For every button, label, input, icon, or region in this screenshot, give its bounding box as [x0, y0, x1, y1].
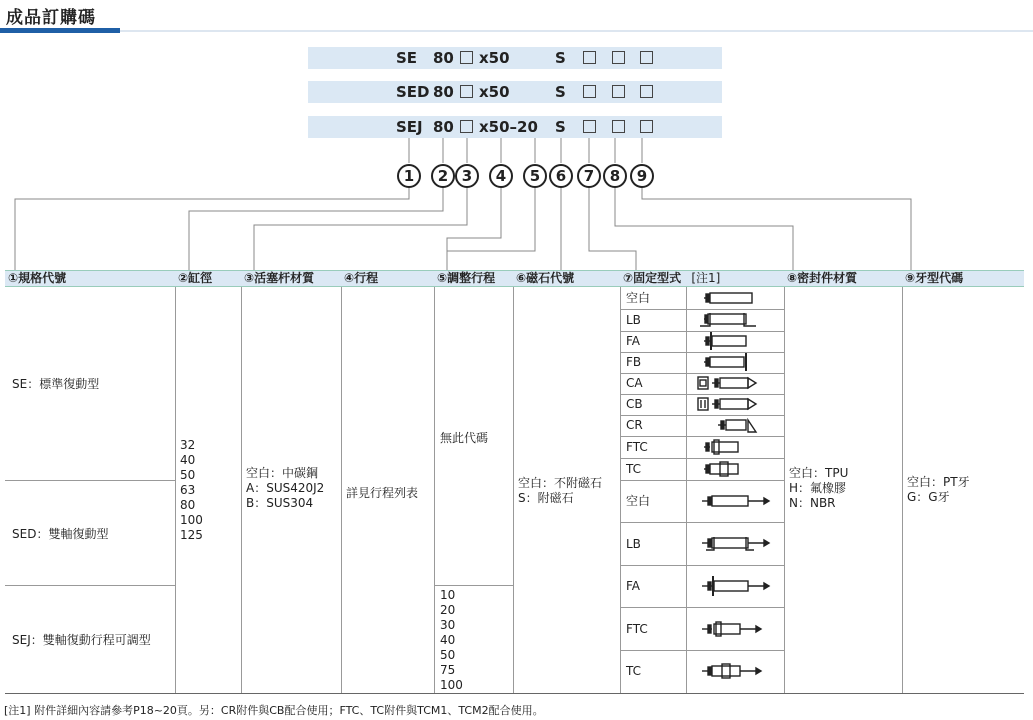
rod-material-list: 空白：中碳鋼 A：SUS420J2 B：SUS304: [246, 466, 325, 510]
front-trunnion-icon: [704, 440, 738, 454]
header-bore: ②缸徑: [175, 270, 241, 287]
header-adjust-stroke: ⑤調整行程: [434, 270, 513, 287]
seal-options: 空白：TPU H：氟橡膠 N：NBR: [789, 466, 849, 510]
code-magnet: S: [555, 118, 566, 136]
code-magnet: S: [555, 49, 566, 67]
col-divider: [784, 287, 785, 693]
mount-label: TC: [626, 462, 642, 476]
double-rod-foot-icon: [702, 537, 769, 550]
footnote: [注1] 附件詳細內容請參考P18~20頁。另：CR附件與CB配合使用；FTC、TC附件與TCM1、TCM2配合使用。: [4, 704, 544, 717]
header-rod-material: ③活塞杆材質: [241, 270, 341, 287]
magnet-options: 空白：不附磁石 S：附磁石: [518, 476, 603, 505]
code-stroke: x50: [479, 49, 510, 67]
series-sed: SED：雙軸復動型: [12, 527, 109, 541]
callout-2: 2: [431, 164, 455, 188]
mount-label: FB: [626, 355, 642, 369]
callout-4: 4: [489, 164, 513, 188]
page-title: 成品訂購碼: [6, 8, 96, 28]
col-divider: [175, 287, 176, 693]
code-stroke: x50: [479, 83, 510, 101]
code-bore: 80: [433, 49, 454, 67]
col-divider: [513, 287, 514, 693]
thread-options: 空白：PT牙 G：G牙: [907, 475, 970, 504]
mount-label: 空白: [626, 494, 651, 508]
mount-label: TC: [626, 664, 642, 678]
front-flange-icon: [704, 332, 746, 350]
row-divider: [434, 585, 513, 586]
mount-label: FTC: [626, 440, 648, 454]
center-trunnion-icon: [704, 462, 738, 476]
mount-label: LB: [626, 313, 641, 327]
code-bore: 80: [433, 118, 454, 136]
mount-icons: [686, 287, 784, 693]
adjust-values: 10 20 30 40 50 75 100: [440, 588, 463, 692]
row-divider: [5, 480, 175, 481]
code-stroke: x50–20: [479, 118, 538, 136]
callout-5: 5: [523, 164, 547, 188]
col-divider: [620, 287, 621, 693]
callout-1: 1: [397, 164, 421, 188]
clevis-bracket-icon: [718, 420, 756, 432]
code-series: SED: [396, 83, 430, 101]
header-mount-note: [注1]: [691, 271, 721, 285]
cylinder-basic-icon: [704, 293, 752, 303]
header-stroke: ④行程: [341, 270, 434, 287]
mount-label: CR: [626, 418, 643, 432]
double-rod-trunnion-icon: [702, 622, 761, 636]
series-se: SE：標準復動型: [12, 377, 100, 391]
header-mount-label: ⑦固定型式: [623, 271, 682, 285]
double-rod-icon: [702, 496, 769, 506]
callout-6: 6: [549, 164, 573, 188]
stroke-note: 詳見行程列表: [346, 486, 419, 500]
single-clevis-icon: [698, 377, 756, 389]
col-divider: [434, 287, 435, 693]
col-divider: [241, 287, 242, 693]
callout-9: 9: [630, 164, 654, 188]
callout-3: 3: [455, 164, 479, 188]
mount-label: 空白: [626, 291, 651, 305]
double-rod-center-trunnion-icon: [702, 664, 761, 678]
bore-list: 32 40 50 63 80 100 125: [180, 438, 203, 542]
series-sej: SEJ：雙軸復動行程可調型: [12, 633, 151, 647]
row-divider: [5, 585, 175, 586]
code-bore: 80: [433, 83, 454, 101]
header-series: ①規格代號: [5, 270, 175, 287]
double-clevis-icon: [698, 398, 756, 410]
header-seal: ⑧密封件材質: [784, 270, 902, 287]
mount-label: CA: [626, 376, 643, 390]
col-divider: [902, 287, 903, 693]
col-divider: [341, 287, 342, 693]
mount-label: FTC: [626, 622, 648, 636]
table-bottom-border: [5, 693, 1024, 694]
callout-8: 8: [603, 164, 627, 188]
rear-flange-icon: [704, 353, 746, 371]
mount-label: FA: [626, 334, 641, 348]
adjust-none: 無此代碼: [440, 431, 489, 445]
callout-7: 7: [577, 164, 601, 188]
mount-label: LB: [626, 537, 641, 551]
code-series: SEJ: [396, 118, 423, 136]
foot-bracket-icon: [700, 313, 756, 326]
mount-label: CB: [626, 397, 643, 411]
header-magnet: ⑥磁石代號: [513, 270, 620, 287]
double-rod-flange-icon: [702, 576, 769, 596]
code-magnet: S: [555, 83, 566, 101]
mount-label: FA: [626, 579, 641, 593]
header-thread: ⑨牙型代碼: [902, 270, 1024, 287]
connector-lines: [0, 0, 1033, 290]
code-series: SE: [396, 49, 418, 67]
header-mount: [620, 270, 784, 287]
